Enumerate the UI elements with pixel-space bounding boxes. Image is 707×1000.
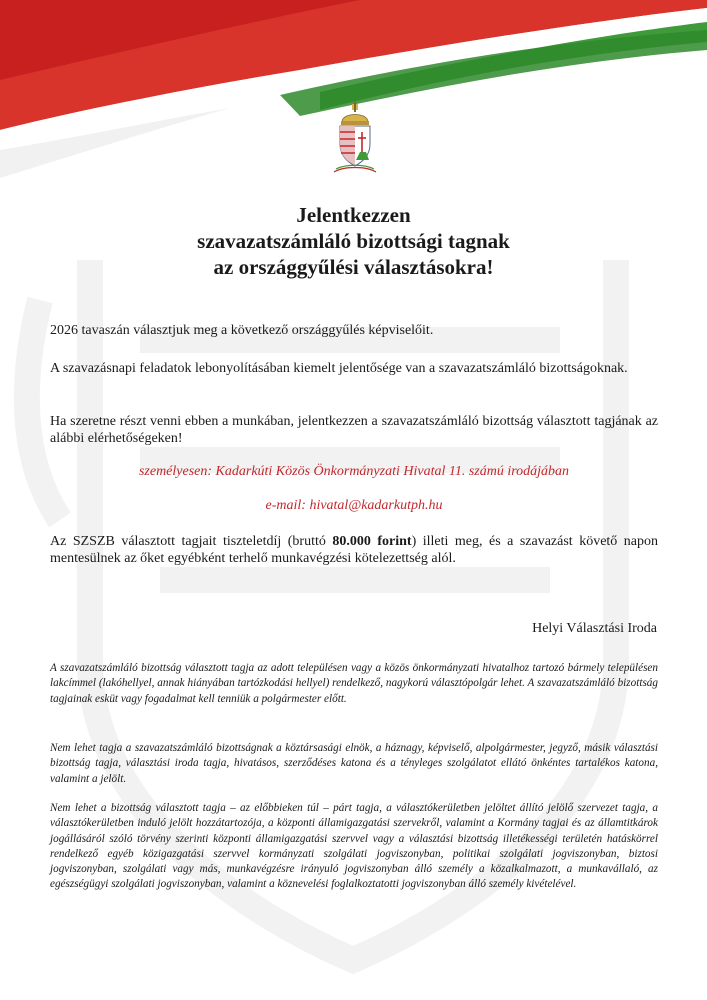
title-line-1: Jelentkezzen <box>296 203 411 227</box>
note-paragraph-1: A szavazatszámláló bizottság választott tagja az adott településen vagy a közös önkormányzati hivatalhoz tartozó bármely településen lakcímmel (lakóhellyel, annak hiányában tartózkodási hellyel) rendelkező, nagykorú választópolgár lehet. A szavazatszámláló bizottság tagjainak esküt vagy fogadalmat kell tenniük a polgármester előtt. <box>50 662 658 705</box>
contact-in-person: személyesen: Kadarkúti Közös Önkormányzati Hivatal 11. számú irodájában <box>138 464 570 479</box>
intro-paragraph-2: A szavazásnapi feladatok lebonyolításában kiemelt jelentősége van a szavazatszámláló bizottságoknak. <box>50 361 628 376</box>
fee-amount: 80.000 forint <box>332 534 412 549</box>
page-title <box>0 202 707 280</box>
note-paragraph-2: Nem lehet tagja a szavazatszámláló bizottságnak a köztársasági elnök, a háznagy, képviselő, alpolgármester, jegyző, másik választási bizottság tagja, választási iroda tagja, hivatásos, szerződéses katona és a tényleges szolgálatot ellátó önkéntes tartalékos katona, valamint a jelölt. <box>50 742 658 785</box>
fee-paragraph <box>50 533 658 567</box>
fee-text-after: ) illeti meg, és a szavazást követő napon mentesülnek az őket egyébként terhelő munkavégzési kötelezettség alól. <box>50 534 658 566</box>
intro-paragraph-1: 2026 tavaszán választjuk meg a következő országgyűlés képviselőit. <box>50 323 434 338</box>
intro-paragraph-3: Ha szeretne részt venni ebben a munkában, jelentkezzen a szavazatszámláló bizottság választott tagjának az alábbi elérhetőségeken! <box>50 414 658 446</box>
title-line-3: az országgyűlési választásokra! <box>213 255 494 279</box>
note-paragraph-3: Nem lehet a bizottság választott tagja – az előbbieken túl – párt tagja, a választókerületben jelöltet állító jelölő szervezet tagja, a választókerületben induló jelölt hozzátartozója, a központi államigazgatási szervekről, valamint a Kormány tagjai és az államtitkárok jogállásáról szóló törvény szerinti központi államigazgatási szervvel vagy a választási bizottság illetékességi területén hatáskörrel rendelkező egyéb közigazgatási szervvel kormányzati szolgálati jogviszonyban, politikai szolgálati jogviszonyban, biztosi jogviszonyban, szolgálati vagy más, munkavégzésre irányuló jogviszonyban álló személy a közalkalmazott, a munkavállaló, az egészségügyi szolgálati jogviszonyban, valamint a köznevelési foglalkoztatotti jogviszonyban álló személy kivételével. <box>50 802 658 891</box>
hungarian-coat-of-arms-icon <box>330 102 380 174</box>
contact-email-link[interactable]: e-mail: hivatal@kadarkutph.hu <box>265 498 443 513</box>
fee-text-before: Az SZSZB választott tagjait tiszteletdíj (bruttó <box>50 534 333 549</box>
title-line-2: szavazatszámláló bizottsági tagnak <box>197 229 510 253</box>
signature: Helyi Választási Iroda <box>532 621 657 636</box>
